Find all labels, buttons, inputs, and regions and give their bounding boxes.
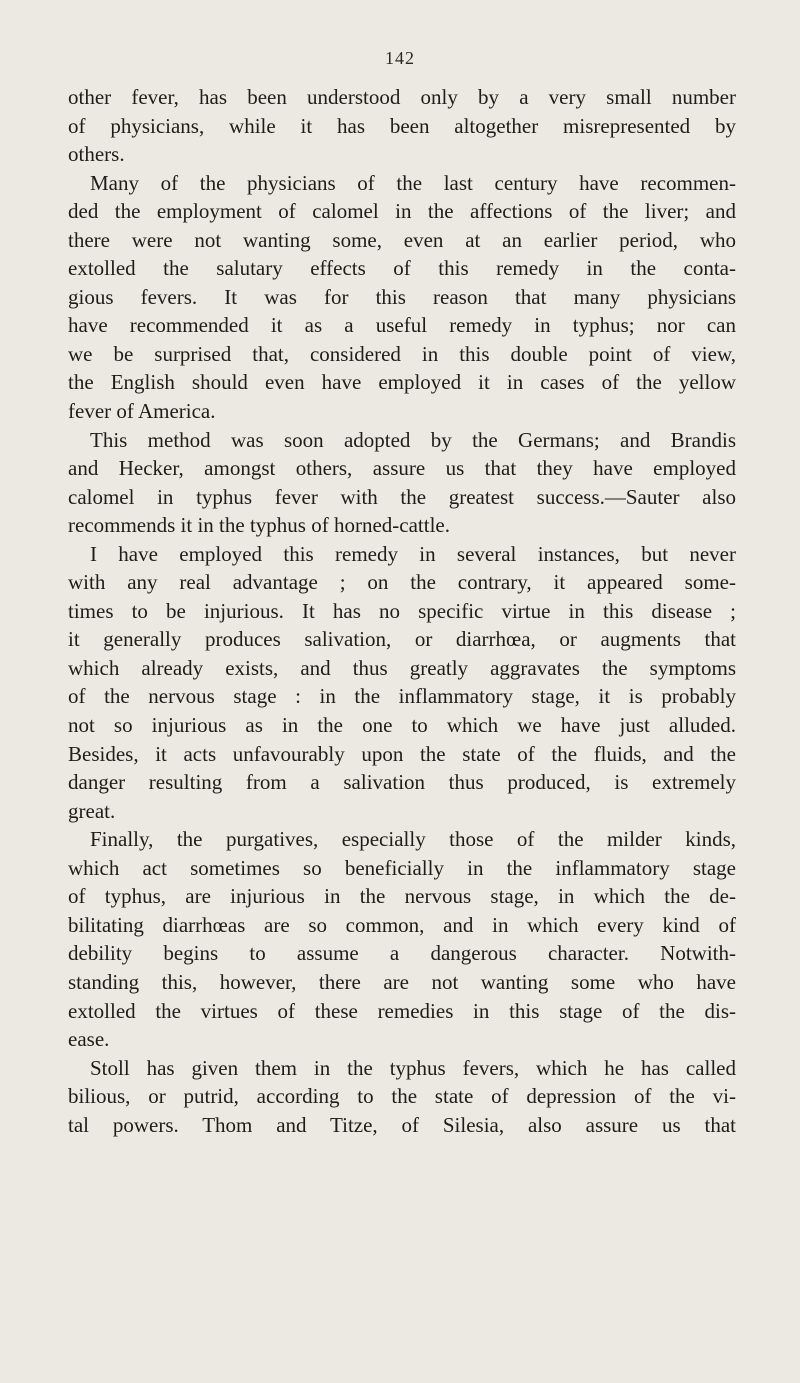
text-line: other fever, has been understood only by a very small number (68, 85, 736, 109)
text-line: there were not wanting some, even at an earlier period, who (68, 227, 736, 252)
text-line: great. (68, 798, 116, 823)
text-line: tal powers. Thom and Titze, of Silesia, also assure us that (68, 1112, 736, 1137)
text-line: extolled the virtues of these remedies in this stage of the dis- (68, 998, 736, 1023)
text-line: standing this, however, there are not wanting some who have (68, 969, 736, 994)
text-line: This method was soon adopted by the Germans; and Brandis (90, 427, 736, 452)
text-line: bilitating diarrhœas are so common, and in which every kind of (68, 912, 736, 937)
text-line: ded the employment of calomel in the affections of the liver; and (68, 199, 736, 224)
text-line: danger resulting from a salivation thus produced, is extremely (68, 770, 736, 795)
text-line: debility begins to assume a dangerous character. Notwith- (68, 941, 736, 966)
paragraph-2 (68, 169, 736, 426)
text-line: bilious, or putrid, according to the state of depression of the vi- (68, 1084, 736, 1109)
text-line: I have employed this remedy in several instances, but never (90, 541, 736, 566)
body-text (68, 83, 736, 1139)
text-line: not so injurious as in the one to which we have just alluded. (68, 713, 736, 738)
paragraph-1 (68, 83, 736, 169)
text-line: Stoll has given them in the typhus fevers, which he has called (90, 1055, 736, 1080)
paragraph-6 (68, 1054, 736, 1140)
text-line: of typhus, are injurious in the nervous stage, in which the de- (68, 884, 736, 909)
text-line: fever of America. (68, 399, 216, 424)
paragraph-5 (68, 825, 736, 1053)
text-line: of physicians, while it has been altogether misrepresented by (68, 113, 736, 138)
text-line: and Hecker, amongst others, assure us that they have employed (68, 456, 736, 481)
text-line: have recommended it as a useful remedy in typhus; nor can (68, 313, 736, 338)
text-line: gious fevers. It was for this reason that many physicians (68, 284, 736, 309)
text-line: calomel in typhus fever with the greatest success.—Sauter also (68, 484, 736, 509)
paragraph-4 (68, 540, 736, 825)
text-line: it generally produces salivation, or diarrhœa, or augments that (68, 627, 736, 652)
text-line: extolled the salutary effects of this remedy in the conta- (68, 256, 736, 281)
text-line: Many of the physicians of the last century have recommen- (90, 170, 736, 195)
text-line: we be surprised that, considered in this double point of view, (68, 341, 736, 366)
paragraph-3 (68, 426, 736, 540)
text-line: others. (68, 142, 125, 167)
text-line: Finally, the purgatives, especially those of the milder kinds, (90, 827, 736, 852)
text-line: of the nervous stage : in the inflammatory stage, it is probably (68, 684, 736, 709)
text-line: Besides, it acts unfavourably upon the state of the fluids, and the (68, 741, 736, 766)
text-line: the English should even have employed it in cases of the yellow (68, 370, 736, 395)
text-line: ease. (68, 1027, 110, 1052)
page-number: 142 (385, 48, 415, 68)
text-line: which already exists, and thus greatly aggravates the symptoms (68, 655, 736, 680)
text-line: which act sometimes so beneficially in the inflammatory stage (68, 855, 736, 880)
text-line: times to be injurious. It has no specific virtue in this disease ; (68, 598, 736, 623)
text-line: with any real advantage ; on the contrary, it appeared some- (68, 570, 736, 595)
text-line: recommends it in the typhus of horned-cattle. (68, 513, 450, 538)
